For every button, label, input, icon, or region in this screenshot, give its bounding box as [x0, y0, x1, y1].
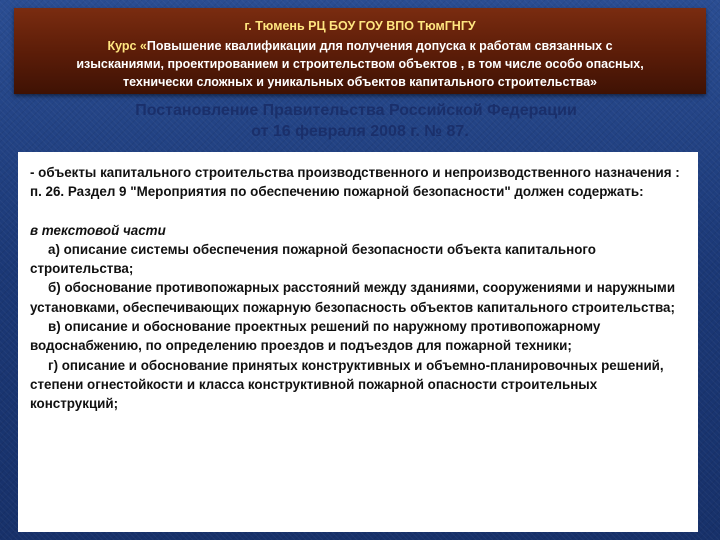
course-prefix: Курс « [107, 39, 147, 53]
content-panel [18, 152, 698, 532]
paragraph-section-9: п. 26. Раздел 9 "Мероприятия по обеспечению пожарной безопасности" должен содержать: [30, 184, 644, 200]
decree-heading [0, 100, 720, 142]
list-item-g: г) описание и обоснование принятых конструктивных и объемно-планировочных решений, степени огнестойкости и класса конструктивной пожарной опасности строительных конструкций; [30, 357, 664, 412]
course-title-line3: технически сложных и уникальных объектов капитального строительства» [122, 75, 597, 89]
decree-date: от 16 февраля 2008 г. № 87. [251, 123, 469, 140]
paragraph-objects: - объекты капитального строительства производственного и непроизводственного назначения : [30, 165, 680, 180]
section-title: в текстовой части [30, 222, 166, 238]
course-title-line1: Повышение квалификации для получения допуска к работам связанных с [146, 39, 613, 53]
organization-title: г. Тюмень РЦ БОУ ГОУ ВПО ТюмГНГУ [244, 19, 476, 33]
course-title-line2: изысканиями, проектированием и строительством объектов , в том числе особо опасных, [76, 57, 644, 71]
list-item-v: в) описание и обоснование проектных решений по наружному противопожарному водоснабжению, по определению проездов и подъездов для пожарной техники; [30, 319, 601, 354]
header-banner [14, 8, 706, 94]
decree-title: Постановление Правительства Российской Федерации [135, 102, 577, 119]
list-item-a: а) описание системы обеспечения пожарной безопасности объекта капитального строительства; [30, 241, 596, 277]
list-item-b: б) обоснование противопожарных расстояний между зданиями, сооружениями и наружными установками, обеспечивающих пожарную безопасность объектов капитального строительства; [30, 280, 676, 315]
course-title [24, 37, 696, 91]
paragraph-spacer [30, 202, 686, 221]
